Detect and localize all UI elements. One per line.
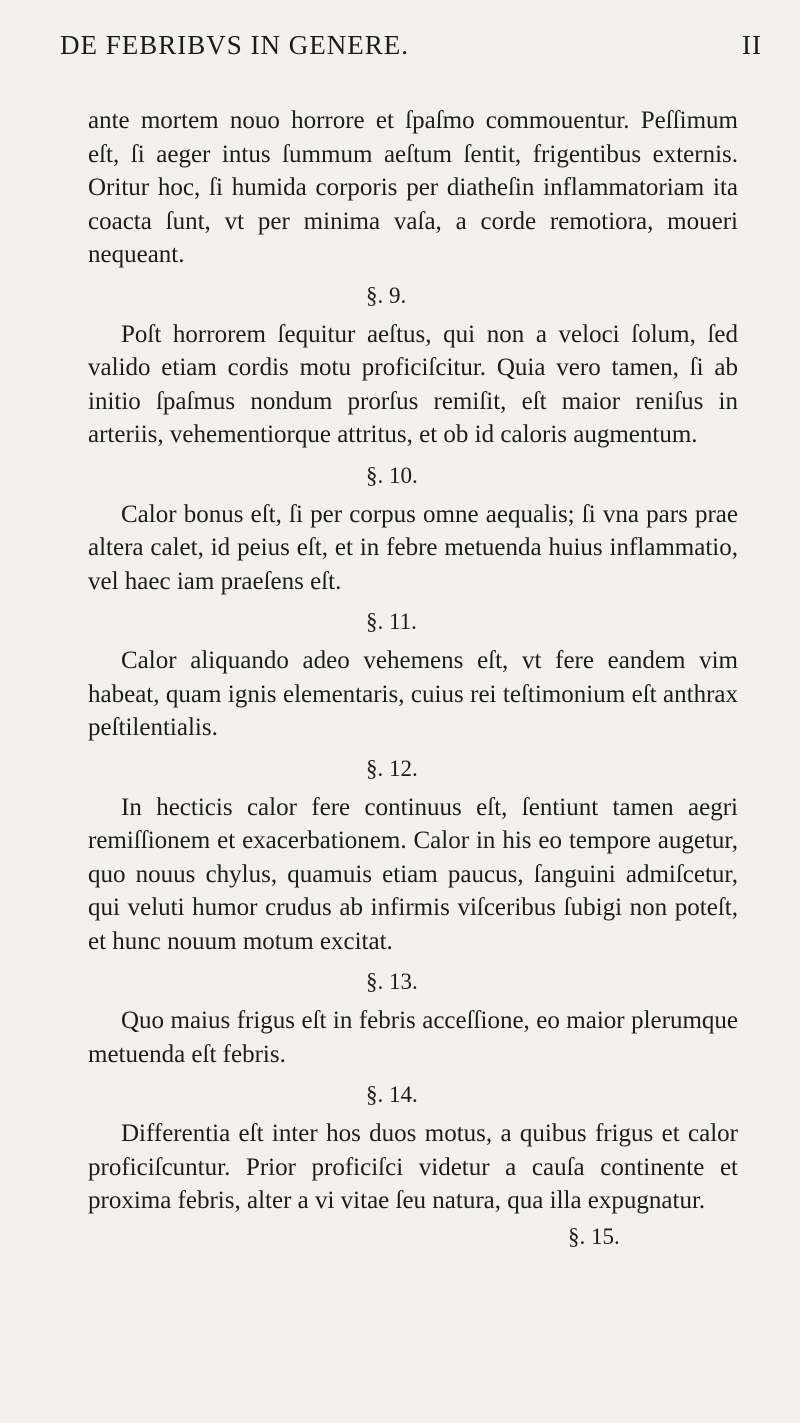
paragraph-14: Differentia eſt inter hos duos motus, a quibus frigus et calor proficiſcuntur. Prior proficiſci videtur a cauſa continente et proxima febris, alter a vi vitae ſeu natura, qua illa expugnatur. (88, 1120, 738, 1214)
section-heading-10: §. 10. (366, 462, 418, 488)
section-heading-9: §. 9. (366, 282, 407, 308)
paragraph-continued: ante mortem nouo horrore et ſpaſmo commouentur. Peſſimum eſt, ſi aeger intus ſummum aeſtum ſentit, frigentibus externis. Oritur hoc, ſi humida corporis per diatheſin inflammatoriam ita coacta ſunt, vt per minima vaſa, a corde remotiora, moueri nequeant. (88, 107, 738, 268)
body-text (88, 104, 738, 1259)
page-number: II (742, 30, 762, 60)
section-heading-13: §. 13. (366, 969, 418, 994)
paragraph-10: Calor bonus eſt, ſi per corpus omne aequalis; ſi vna pars prae altera calet, id peius eſt, et in febre metuenda huius inflammatio, vel haec iam praeſens eſt. (88, 500, 738, 595)
catchword-section-15: §. 15. (568, 1223, 620, 1249)
section-heading-14: §. 14. (366, 1082, 418, 1107)
paragraph-11: Calor aliquando adeo vehemens eſt, vt fere eandem vim habeat, quam ignis elementaris, cuius rei teſtimonium eſt anthrax peſtilentialis. (88, 647, 738, 741)
section-heading-12: §. 12. (366, 755, 418, 781)
running-title: DE FEBRIBVS IN GENERE. (60, 30, 410, 60)
paragraph-12: In hecticis calor fere continuus eſt, ſentiunt tamen aegri remiſſionem et exacerbationem. Calor in his eo tempore augetur, quo nouus chylus, quamuis etiam paucus, ſanguini admiſcetur, qui veluti humor crudus ab infirmis viſceribus ſubigi non poteſt, et hunc nouum motum excitat. (88, 793, 738, 955)
paragraph-9: Poſt horrorem ſequitur aeſtus, qui non a veloci ſolum, ſed valido etiam cordis motu proficiſcitur. Quia vero tamen, ſi ab initio ſpaſmus nondum prorſus remiſit, eſt maior reniſus in arteriis, vehementiorque attritus, et ob id caloris augmentum. (88, 320, 738, 448)
paragraph-13: Quo maius frigus eſt in febris acceſſione, eo maior plerumque metuenda eſt febris. (88, 1007, 738, 1068)
section-heading-11: §. 11. (366, 609, 417, 634)
page-header (60, 30, 762, 74)
